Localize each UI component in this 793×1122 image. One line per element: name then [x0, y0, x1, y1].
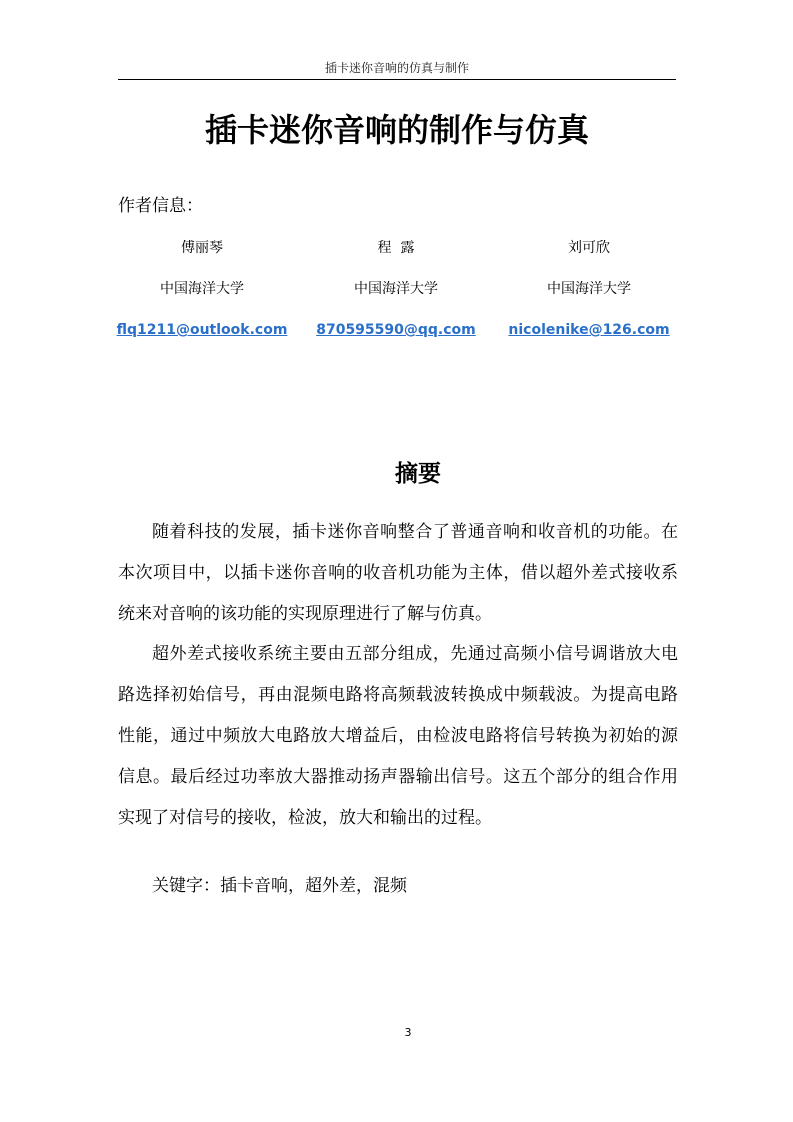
abstract-paragraph: 超外差式接收系统主要由五部分组成，先通过高频小信号调谐放大电路选择初始信号，再由混频电路将高频载波转换成中频载波。为提高电路性能，通过中频放大电路放大增益后，由检波电路将信号转换为初始的源信息。最后经过功率放大器推动扬声器输出信号。这五个部分的组合作用实现了对信号的接收，检波，放大和输出的过程。 [118, 644, 678, 828]
abstract-paragraph: 随着科技的发展，插卡迷你音响整合了普通音响和收音机的功能。在本次项目中，以插卡迷你音响的收音机功能为主体，借以超外差式接收系统来对音响的该功能的实现原理进行了解与仿真。 [118, 522, 678, 624]
author-name: 刘可欣 [568, 240, 610, 256]
running-header: 插卡迷你音响的仿真与制作 [324, 61, 469, 75]
header-divider [118, 79, 676, 80]
author-affiliation: 中国海洋大学 [547, 281, 631, 297]
author-email-link[interactable]: flq1211@outlook.com [116, 322, 288, 338]
author-name: 傅丽琴 [181, 240, 223, 256]
abstract-heading: 摘要 [395, 461, 441, 487]
author-email-link[interactable]: 870595590@qq.com [316, 322, 476, 338]
author-name: 程 露 [377, 240, 415, 256]
keywords: 关键字：插卡音响，超外差，混频 [152, 876, 407, 896]
author-email-link[interactable]: nicolenike@126.com [508, 322, 670, 338]
author-info-label: 作者信息： [118, 196, 203, 216]
author-affiliation: 中国海洋大学 [160, 281, 244, 297]
author-affiliation: 中国海洋大学 [354, 281, 438, 297]
page-number: 3 [404, 1026, 412, 1039]
page-title: 插卡迷你音响的制作与仿真 [204, 111, 589, 149]
